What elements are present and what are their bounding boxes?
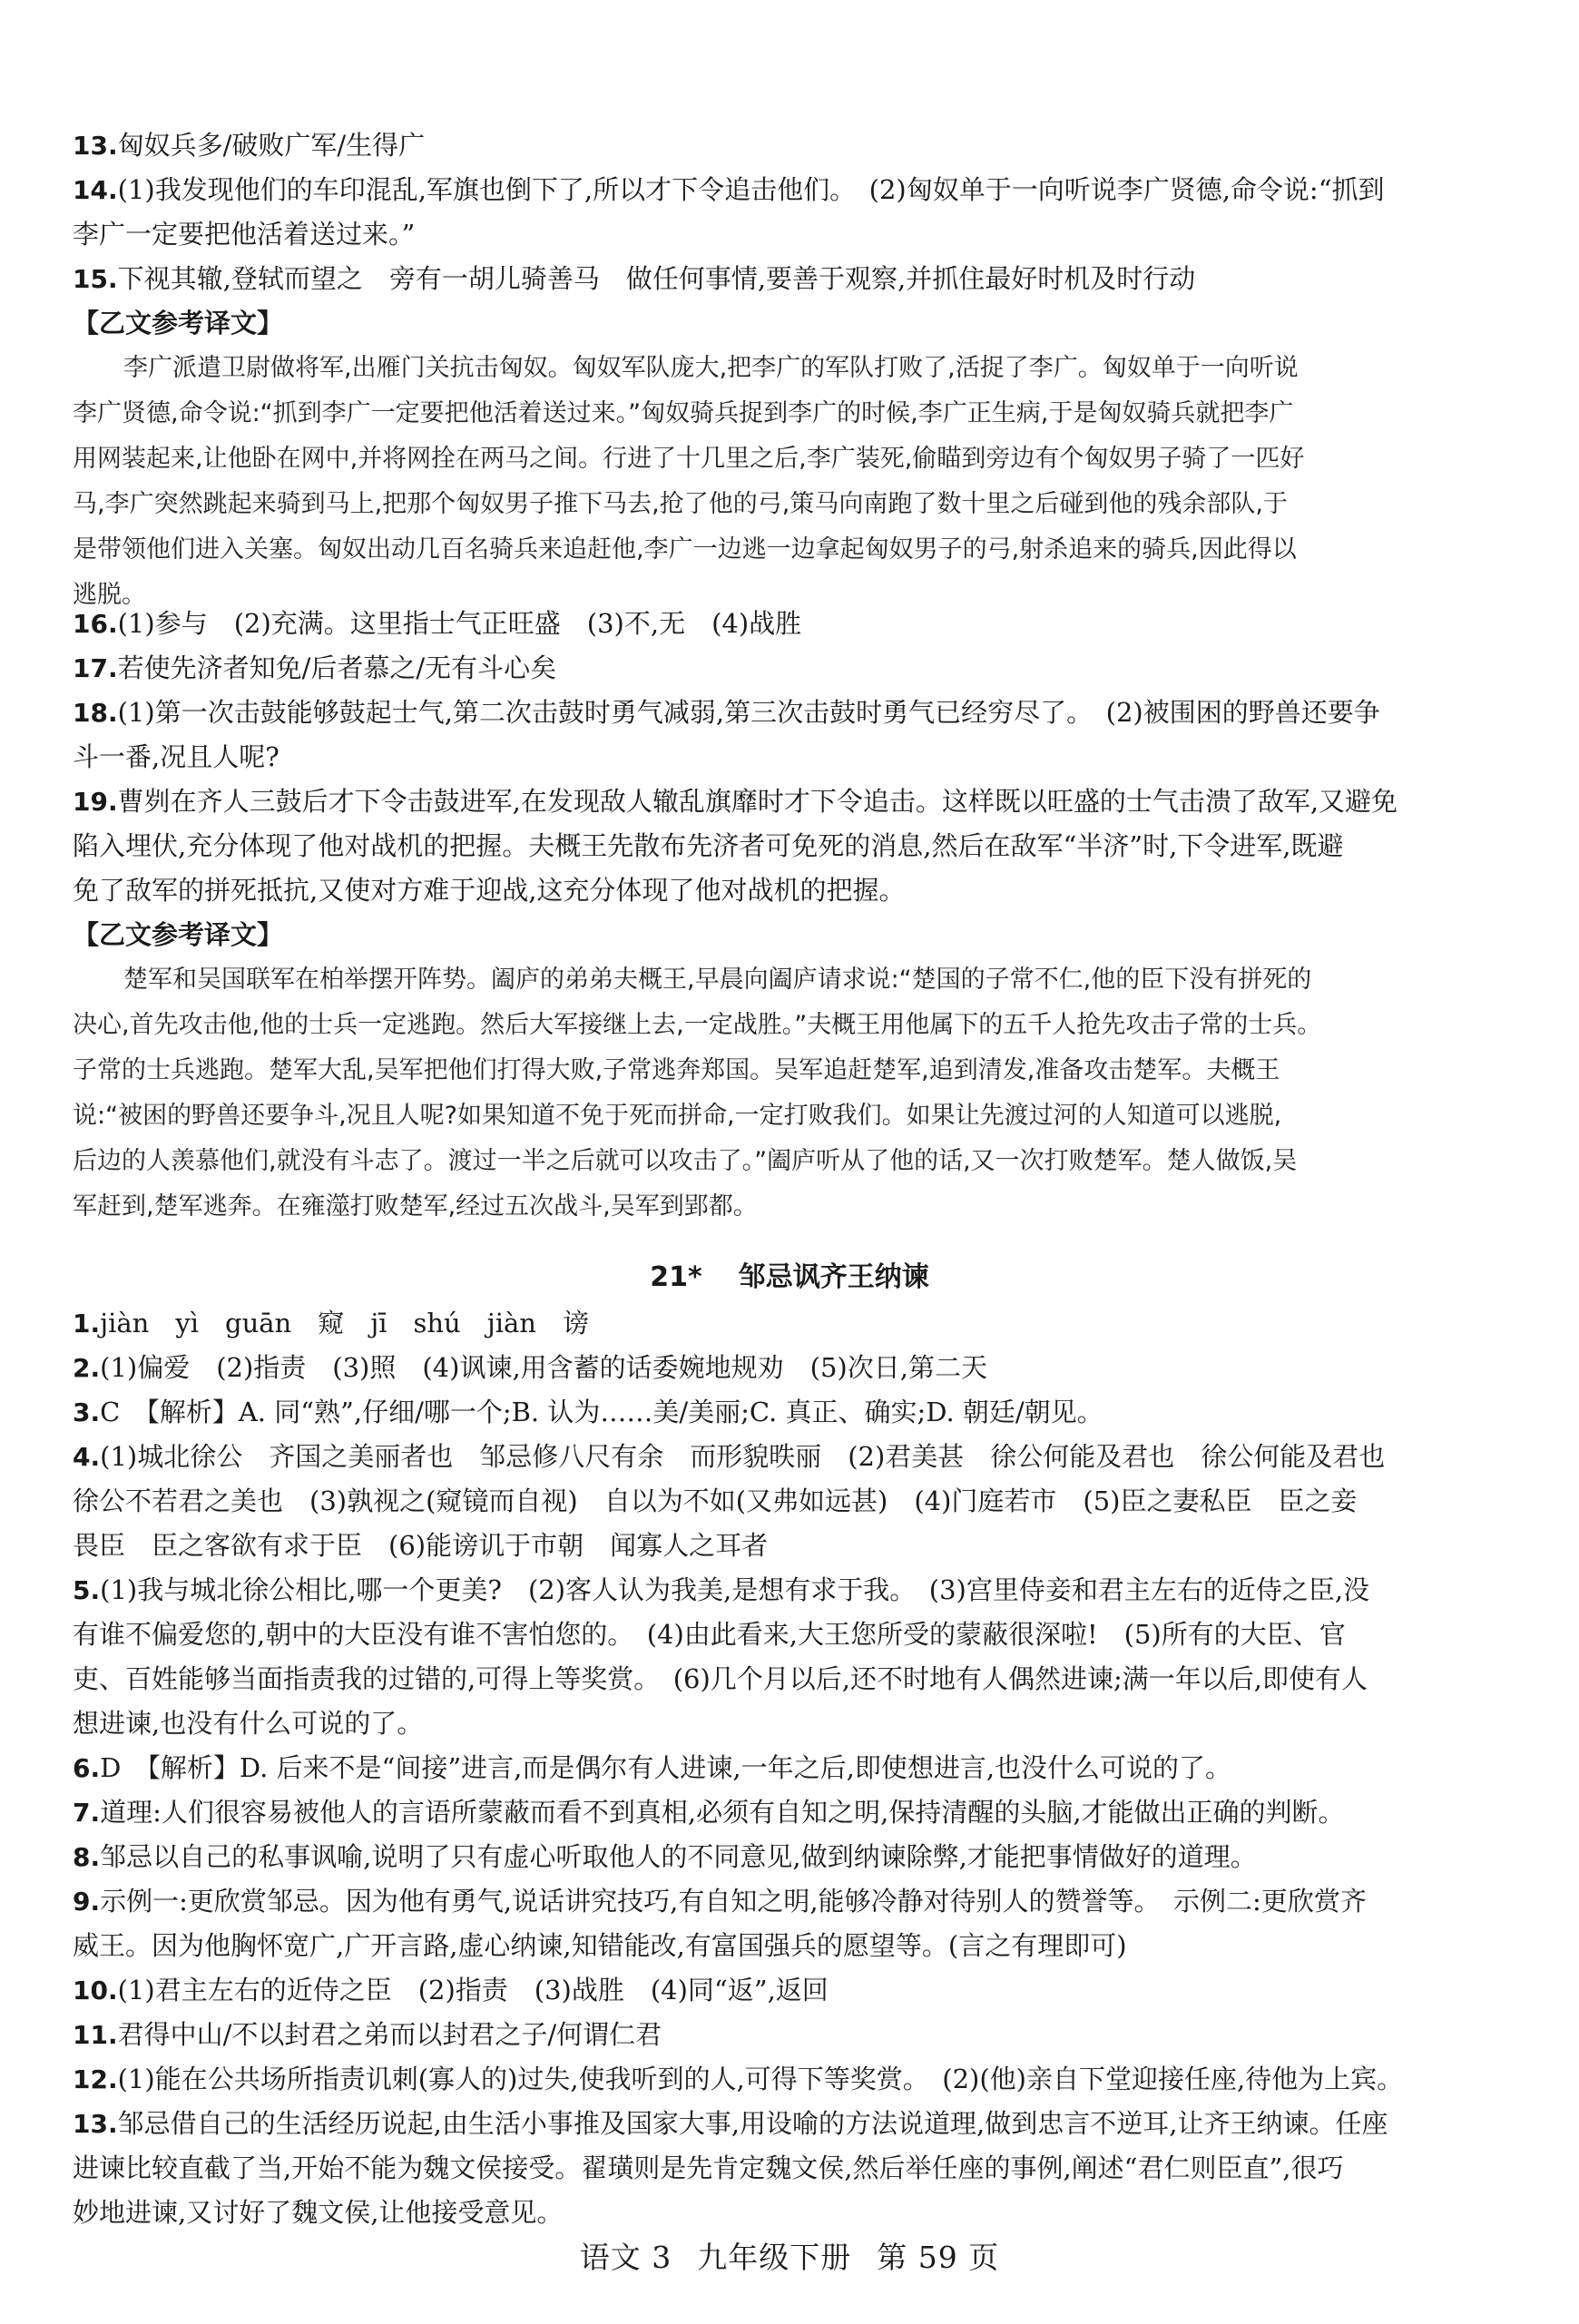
translation-line: 李广贤德,命令说:“抓到李广一定要把他活着送过来。”匈奴骑兵捉到李广的时候,李广正生病,于是匈奴骑兵就把李广 — [73, 399, 1294, 427]
question-5: 5.(1)我与城北徐公相比,哪一个更美? (2)客人认为我美,是想有求于我。 (3)宫里侍妾和君主左右的近侍之臣,没 — [73, 1574, 1370, 1605]
question-6: 6.D 【解析】D. 后来不是“间接”进言,而是偶尔有人进谏,一年之后,即使想进言,也没什么可说的了。 — [73, 1752, 1232, 1783]
question-9-continued: 威王。因为他胸怀宽广,广开言路,虚心纳谏,知错能改,有富国强兵的愿望等。(言之有理即可) — [73, 1930, 1127, 1961]
question-15: 15.下视其辙,登轼而望之 旁有一胡儿骑善马 做任何事情,要善于观察,并抓住最好时机及时行动 — [73, 263, 1196, 294]
question-5-continued: 吏、百姓能够当面指责我的过错的,可得上等奖赏。 (6)几个月以后,还不时地有人偶然进谏;满一年以后,即使有人 — [73, 1663, 1368, 1694]
translation-line: 决心,首先攻击他,他的士兵一定逃跑。然后大军接继上去,一定战胜。”夫概王用他属下的五千人抢先攻击子常的士兵。 — [73, 1011, 1322, 1039]
translation-heading: 【乙文参考译文】 — [73, 308, 284, 338]
question-3: 3.C 【解析】A. 同“熟”,仔细/哪一个;B. 认为……美/美丽;C. 真正、确实;D. 朝廷/朝见。 — [73, 1397, 1103, 1427]
lesson-number: 21* — [650, 1261, 702, 1293]
answer-section-1 — [73, 123, 1525, 618]
translation-line: 楚军和吴国联军在柏举摆开阵势。阖庐的弟弟夫概王,早晨向阖庐请求说:“楚国的子常不仁,他的臣下没有拼死的 — [123, 966, 1312, 994]
question-12: 12.(1)能在公共场所指责讥刺(寡人的)过失,使我听到的人,可得下等奖赏。 (2)(他)亲自下堂迎接任座,待他为上宾。 — [73, 2064, 1404, 2094]
footer-subject: 语文 3 — [579, 2240, 672, 2275]
question-4: 4.(1)城北徐公 齐国之美丽者也 邹忌修八尺有余 而形貌昳丽 (2)君美甚 徐公何能及君也 徐公何能及君也 — [73, 1441, 1386, 1472]
translation-line: 说:“被困的野兽还要争斗,况且人呢?如果知道不免于死而拼命,一定打败我们。如果让先渡过河的人知道可以逃脱, — [73, 1102, 1282, 1130]
translation-line: 子常的士兵逃跑。楚军大乱,吴军把他们打得大败,子常逃奔郑国。吴军追赶楚军,追到清发,准备攻击楚军。夫概王 — [73, 1056, 1280, 1084]
lesson-title — [0, 1255, 1579, 1300]
question-13b-continued: 妙地进谏,又讨好了魏文侯,让他接受意见。 — [73, 2197, 564, 2228]
question-4-continued: 徐公不若君之美也 (3)孰视之(窥镜而自视) 自以为不如(又弗如远甚) (4)门庭若市 (5)臣之妻私臣 臣之妾 — [73, 1486, 1358, 1516]
question-1: 1.jiàn yì guān 窥 jī shú jiàn 谤 — [73, 1308, 589, 1339]
question-13b: 13.邹忌借自己的生活经历说起,由生活小事推及国家大事,用设喻的方法说道理,做到忠言不逆耳,让齐王纳谏。任座 — [73, 2108, 1388, 2139]
translation-heading: 【乙文参考译文】 — [73, 919, 284, 950]
question-10: 10.(1)君主左右的近侍之臣 (2)指责 (3)战胜 (4)同“返”,返回 — [73, 1975, 829, 2005]
question-9: 9.示例一:更欣赏邹忌。因为他有勇气,说话讲究技巧,有自知之明,能够冷静对待别人的赞誉等。 示例二:更欣赏齐 — [73, 1886, 1367, 1917]
translation-line: 用网装起来,让他卧在网中,并将网拴在两马之间。行进了十几里之后,李广装死,偷瞄到旁边有个匈奴男子骑了一匹好 — [73, 445, 1305, 473]
question-19-continued: 陷入埋伏,充分体现了他对战机的把握。夫概王先散布先济者可免死的消息,然后在敌军“半济”时,下令进军,既避 — [73, 830, 1344, 861]
question-19-continued: 免了敌军的拼死抵抗,又使对方难于迎战,这充分体现了他对战机的把握。 — [73, 875, 906, 906]
question-5-continued: 想进谏,也没有什么可说的了。 — [73, 1708, 424, 1739]
question-17: 17.若使先济者知免/后者慕之/无有斗心矣 — [73, 652, 557, 683]
question-14: 14.(1)我发现他们的车印混乱,军旗也倒下了,所以才下令追击他们。 (2)匈奴单于一向听说李广贤德,命令说:“抓到 — [73, 174, 1385, 205]
footer-grade: 九年级下册 — [697, 2240, 852, 2275]
question-13b-continued: 进谏比较直截了当,开始不能为魏文侯接受。翟璜则是先肯定魏文侯,然后举任座的事例,阐述“君仁则臣直”,很巧 — [73, 2152, 1344, 2183]
translation-line: 马,李广突然跳起来骑到马上,把那个匈奴男子推下马去,抢了他的弓,策马向南跑了数十里之后碰到他的残余部队,于 — [73, 490, 1288, 518]
translation-line: 后边的人羡慕他们,就没有斗志了。渡过一半之后就可以攻击了。”阖庐听从了他的话,又一次打败楚军。楚人做饭,吴 — [73, 1147, 1298, 1175]
question-19: 19.曹刿在齐人三鼓后才下令击鼓进军,在发现敌人辙乱旗靡时才下令追击。这样既以旺盛的士气击溃了敌军,又避免 — [73, 786, 1398, 817]
translation-line: 逃脱。 — [73, 581, 146, 609]
question-2: 2.(1)偏爱 (2)指责 (3)照 (4)讽谏,用含蓄的话委婉地规劝 (5)次日,第二天 — [73, 1352, 987, 1383]
question-18-continued: 斗一番,况且人呢? — [73, 741, 280, 772]
translation-line: 李广派遣卫尉做将军,出雁门关抗击匈奴。匈奴军队庞大,把李广的军队打败了,活捉了李广。匈奴单于一向听说 — [123, 354, 1299, 382]
translation-line: 是带领他们进入关塞。匈奴出动几百名骑兵来追赶他,李广一边逃一边拿起匈奴男子的弓,射杀追来的骑兵,因此得以 — [73, 535, 1297, 564]
question-16: 16.(1)参与 (2)充满。这里指士气正旺盛 (3)不,无 (4)战胜 — [73, 608, 802, 639]
question-4-continued: 畏臣 臣之客欲有求于臣 (6)能谤讥于市朝 闻寡人之耳者 — [73, 1530, 769, 1561]
lesson-name: 邹忌讽齐王纳谏 — [738, 1261, 929, 1293]
footer-page-number: 第 59 页 — [877, 2240, 1000, 2275]
answer-section-2 — [73, 602, 1525, 1230]
page-footer — [0, 2235, 1579, 2280]
answer-section-3 — [73, 1301, 1525, 2235]
translation-line: 军赶到,楚军逃奔。在雍澨打败楚军,经过五次战斗,吴军到郢都。 — [73, 1192, 758, 1221]
question-13: 13.匈奴兵多/破败广军/生得广 — [73, 130, 426, 161]
question-8: 8.邹忌以自己的私事讽喻,说明了只有虚心听取他人的不同意见,做到纳谏除弊,才能把事情做好的道理。 — [73, 1841, 1257, 1872]
question-11: 11.君得中山/不以封君之弟而以封君之子/何谓仁君 — [73, 2019, 662, 2050]
question-7: 7.道理:人们很容易被他人的言语所蒙蔽而看不到真相,必须有自知之明,保持清醒的头脑,才能做出正确的判断。 — [73, 1797, 1345, 1828]
question-14-continued: 李广一定要把他活着送过来。” — [73, 219, 416, 250]
question-5-continued: 有谁不偏爱您的,朝中的大臣没有谁不害怕您的。 (4)由此看来,大王您所受的蒙蔽很深啦! (5)所有的大臣、官 — [73, 1619, 1346, 1650]
question-18: 18.(1)第一次击鼓能够鼓起士气,第二次击鼓时勇气减弱,第三次击鼓时勇气已经穷尽了。 (2)被围困的野兽还要争 — [73, 697, 1380, 728]
